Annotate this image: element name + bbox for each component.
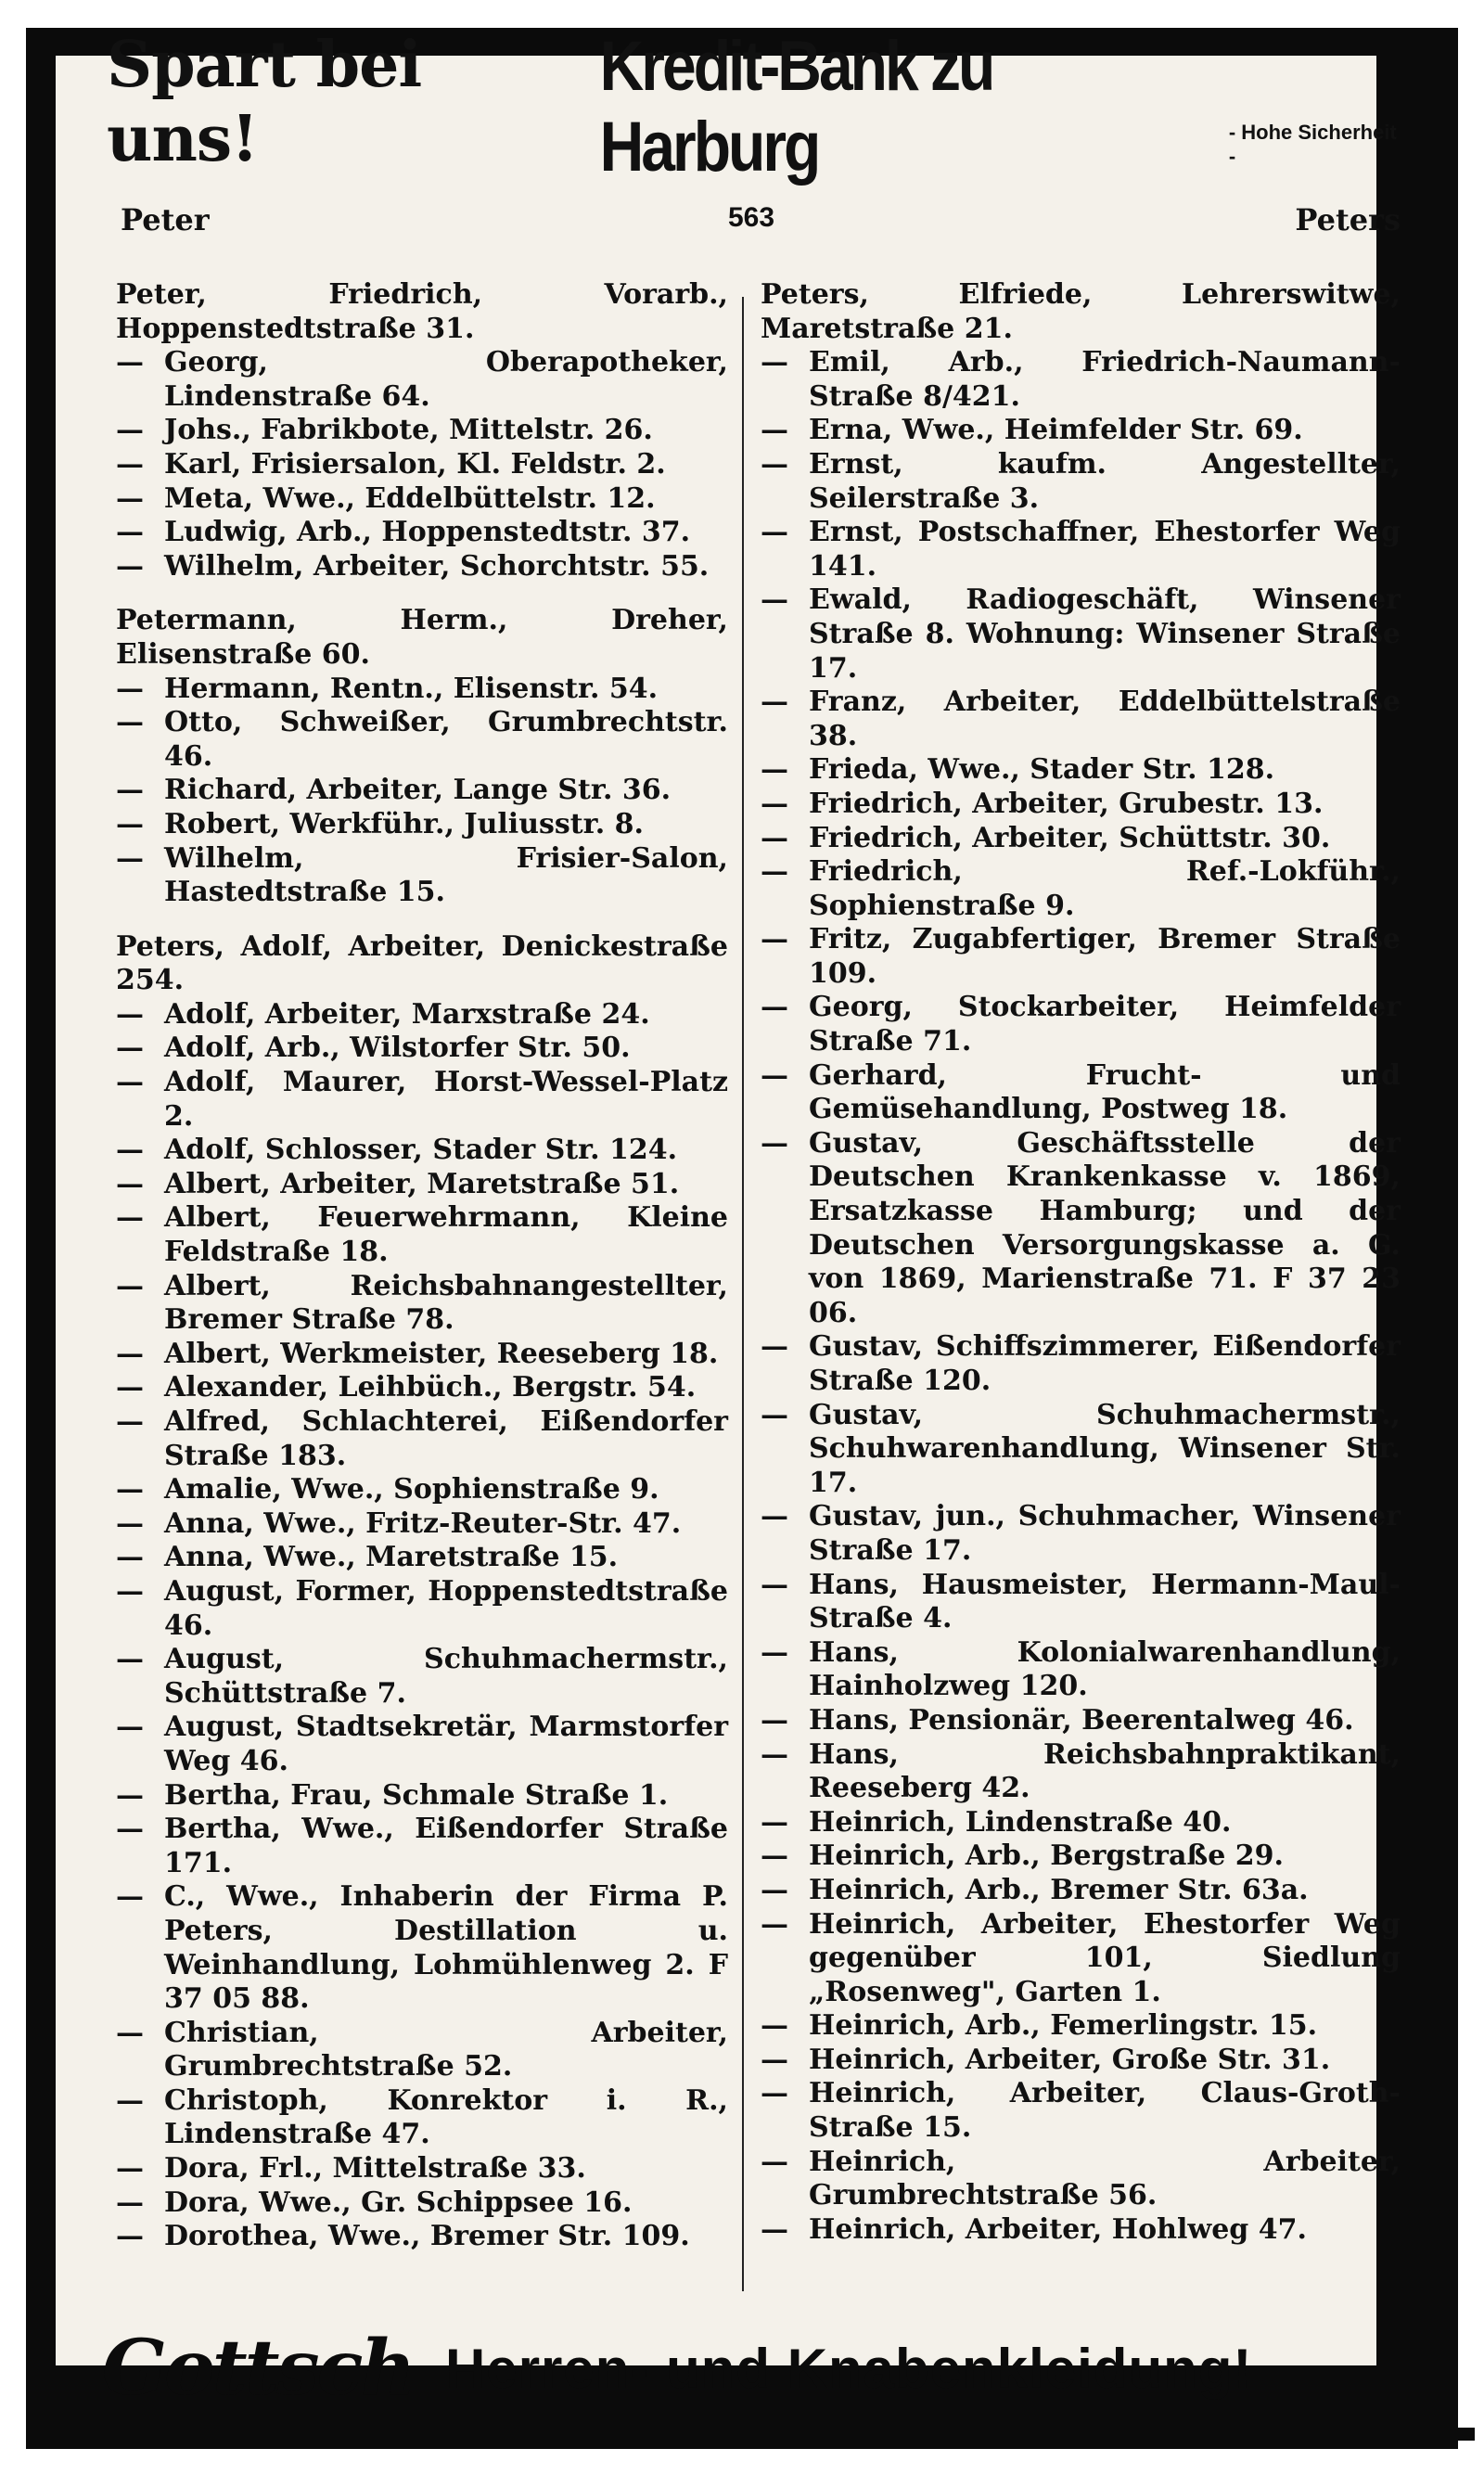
directory-entry xyxy=(116,2186,728,2221)
ditto-dash: — xyxy=(116,2186,144,2219)
entry-text: Adolf, Arb., Wilstorfer Str. 50. xyxy=(164,1032,631,1065)
directory-entry xyxy=(116,1473,728,1507)
ditto-dash: — xyxy=(116,1134,144,1167)
entry-text: Karl, Frisiersalon, Kl. Feldstr. 2. xyxy=(164,447,666,481)
entry-text: Heinrich, Arbeiter, Ehestorfer Weg gegenüber 101, Siedlung „Rosenweg", Garten 1. xyxy=(809,1907,1401,2008)
directory-entry xyxy=(116,1134,728,1168)
directory-entry xyxy=(116,808,728,842)
ad-logo: Gottsch xyxy=(102,2324,414,2413)
directory-entry xyxy=(761,1806,1401,1840)
column-divider xyxy=(742,297,744,2291)
entry-text: Albert, Feuerwehrmann, Kleine Feldstraße 18. xyxy=(164,1201,728,1269)
entry-text: Peters, Adolf, Arbeiter, Denickestraße 254. xyxy=(116,929,728,997)
directory-entry xyxy=(761,991,1401,1058)
ditto-dash: — xyxy=(116,1541,144,1574)
directory-entry xyxy=(116,482,728,517)
directory-entry xyxy=(116,930,728,998)
ditto-dash: — xyxy=(761,1839,788,1873)
ditto-dash: — xyxy=(116,1574,144,1608)
directory-entry xyxy=(761,1127,1401,1331)
directory-entry xyxy=(761,2146,1401,2213)
directory-entry xyxy=(116,706,728,774)
section-gap xyxy=(116,583,728,604)
ditto-dash: — xyxy=(116,346,144,379)
ditto-dash: — xyxy=(761,753,788,787)
ditto-dash: — xyxy=(116,1269,144,1302)
ditto-dash: — xyxy=(116,1813,144,1846)
ditto-dash: — xyxy=(761,821,788,854)
entry-text: Christian, Arbeiter, Grumbrechtstraße 52. xyxy=(164,2016,728,2083)
directory-entry xyxy=(116,1201,728,1269)
directory-entry xyxy=(761,2044,1401,2078)
directory-entry xyxy=(761,788,1401,822)
ditto-dash: — xyxy=(761,2009,788,2043)
ditto-dash: — xyxy=(761,1873,788,1906)
directory-entry xyxy=(116,2152,728,2186)
ditto-dash: — xyxy=(761,923,788,956)
ditto-dash: — xyxy=(761,516,788,549)
directory-entry xyxy=(116,448,728,482)
ditto-dash: — xyxy=(116,841,144,875)
ditto-dash: — xyxy=(761,1568,788,1601)
entry-text: Heinrich, Arbeiter, Grumbrechtstraße 56. xyxy=(809,2145,1401,2212)
entry-text: Adolf, Schlosser, Stader Str. 124. xyxy=(164,1134,678,1167)
directory-entry xyxy=(116,1066,728,1134)
directory-entry xyxy=(116,1507,728,1542)
ditto-dash: — xyxy=(116,549,144,583)
entry-text: Friedrich, Arbeiter, Grubestr. 13. xyxy=(809,787,1324,820)
directory-entry xyxy=(761,753,1401,788)
directory-entry xyxy=(761,923,1401,991)
entry-text: Ernst, kaufm. Angestellter, Seilerstraße 3. xyxy=(809,447,1401,515)
directory-entry xyxy=(116,516,728,550)
ditto-dash: — xyxy=(116,1032,144,1065)
directory-entry xyxy=(761,278,1401,346)
ditto-dash: — xyxy=(761,1703,788,1737)
entry-text: Wilhelm, Frisier-Salon, Hastedtstraße 15. xyxy=(164,841,728,909)
entry-text: Petermann, Herm., Dreher, Elisenstraße 60. xyxy=(116,604,728,671)
ditto-dash: — xyxy=(116,1880,144,1914)
left-column xyxy=(116,278,728,2301)
directory-entry xyxy=(116,1405,728,1473)
directory-entry xyxy=(761,822,1401,856)
ditto-dash: — xyxy=(116,1643,144,1676)
directory-entry xyxy=(116,1270,728,1338)
ad-slogan: Spart bei uns! xyxy=(107,28,422,176)
ditto-dash: — xyxy=(116,807,144,840)
ditto-dash: — xyxy=(116,414,144,447)
entry-text: Heinrich, Arb., Bergstraße 29. xyxy=(809,1839,1284,1873)
entry-text: Gustav, jun., Schuhmacher, Winsener Straße 17. xyxy=(809,1500,1401,1567)
entry-text: Anna, Wwe., Maretstraße 15. xyxy=(164,1541,619,1574)
entry-text: Albert, Reichsbahnangestellter, Bremer Straße 78. xyxy=(164,1269,728,1337)
entry-text: Bertha, Wwe., Eißendorfer Straße 171. xyxy=(164,1813,728,1879)
directory-entry xyxy=(116,346,728,414)
ad-bank-name: Kredit-Bank zu Harburg xyxy=(599,25,993,186)
entry-text: Frieda, Wwe., Stader Str. 128. xyxy=(809,753,1275,787)
ditto-dash: — xyxy=(761,1330,788,1364)
directory-entry xyxy=(116,673,728,707)
directory-entry xyxy=(116,1643,728,1711)
directory-entry xyxy=(116,1371,728,1405)
ditto-dash: — xyxy=(116,2152,144,2186)
ditto-dash: — xyxy=(761,2077,788,2110)
entry-text: Dorothea, Wwe., Bremer Str. 109. xyxy=(164,2220,690,2253)
entry-text: Wilhelm, Arbeiter, Schorchtstr. 55. xyxy=(164,549,710,583)
entry-text: Hermann, Rentn., Elisenstr. 54. xyxy=(164,672,659,705)
directory-entry xyxy=(116,1779,728,1814)
entry-text: Heinrich, Arb., Bremer Str. 63a. xyxy=(809,1873,1309,1906)
entry-text: Gustav, Schiffszimmerer, Eißendorfer Straße 120. xyxy=(809,1330,1401,1397)
entry-text: Peters, Elfriede, Lehrerswitwe, Maretstraße 21. xyxy=(761,278,1401,345)
entry-text: Heinrich, Arbeiter, Große Str. 31. xyxy=(809,2043,1331,2076)
directory-entry xyxy=(116,604,728,672)
directory-entry xyxy=(761,1704,1401,1738)
entry-text: Heinrich, Arb., Femerlingstr. 15. xyxy=(809,2009,1318,2043)
directory-entry xyxy=(761,2009,1401,2044)
directory-entry xyxy=(116,1541,728,1575)
entry-text: C., Wwe., Inhaberin der Firma P. Peters, Destillation u. Weinhandlung, Lohmühlenweg 2. F 37 05 88. xyxy=(164,1880,728,2016)
ditto-dash: — xyxy=(761,2145,788,2178)
entry-text: Robert, Werkführ., Juliusstr. 8. xyxy=(164,807,644,840)
entry-text: Amalie, Wwe., Sophienstraße 9. xyxy=(164,1473,659,1506)
ditto-dash: — xyxy=(116,1167,144,1200)
directory-entry xyxy=(761,583,1401,686)
entry-text: August, Stadtsekretär, Marmstorfer Weg 46. xyxy=(164,1711,728,1777)
ditto-dash: — xyxy=(761,1635,788,1669)
ditto-dash: — xyxy=(116,2016,144,2049)
ditto-dash: — xyxy=(761,855,788,889)
ditto-dash: — xyxy=(761,1058,788,1092)
directory-entry xyxy=(116,1032,728,1066)
directory-entry xyxy=(761,448,1401,516)
entry-text: Alfred, Schlachterei, Eißendorfer Straße 183. xyxy=(164,1405,728,1472)
ditto-dash: — xyxy=(761,447,788,481)
entry-text: Adolf, Maurer, Horst-Wessel-Platz 2. xyxy=(164,1066,728,1133)
ditto-dash: — xyxy=(761,1737,788,1771)
directory-entry xyxy=(116,2220,728,2254)
entry-text: Heinrich, Arbeiter, Hohlweg 47. xyxy=(809,2212,1307,2246)
entry-text: Ewald, Radiogeschäft, Winsener Straße 8. Wohnung: Winsener Straße 17. xyxy=(809,583,1401,685)
entry-text: Friedrich, Arbeiter, Schüttstr. 30. xyxy=(809,821,1331,854)
directory-entry xyxy=(116,278,728,346)
directory-entry xyxy=(761,1636,1401,1704)
ditto-dash: — xyxy=(116,672,144,705)
entry-text: Ernst, Postschaffner, Ehestorfer Weg 141. xyxy=(809,516,1401,583)
ditto-dash: — xyxy=(761,686,788,719)
directory-entry xyxy=(116,1711,728,1778)
entry-text: Dora, Wwe., Gr. Schippsee 16. xyxy=(164,2186,633,2219)
ditto-dash: — xyxy=(116,1506,144,1540)
ditto-dash: — xyxy=(116,1337,144,1370)
entry-text: Johs., Fabrikbote, Mittelstr. 26. xyxy=(164,414,653,447)
entry-text: Dora, Frl., Mittelstraße 33. xyxy=(164,2152,586,2186)
directory-entry xyxy=(761,516,1401,583)
ditto-dash: — xyxy=(761,1805,788,1839)
ditto-dash: — xyxy=(116,1473,144,1506)
entry-text: Albert, Werkmeister, Reeseberg 18. xyxy=(164,1337,719,1370)
entry-text: Bertha, Frau, Schmale Straße 1. xyxy=(164,1778,669,1812)
entry-text: Erna, Wwe., Heimfelder Str. 69. xyxy=(809,414,1303,447)
ditto-dash: — xyxy=(116,1405,144,1438)
directory-entry xyxy=(761,855,1401,923)
entry-text: Adolf, Arbeiter, Marxstraße 24. xyxy=(164,997,650,1031)
ditto-dash: — xyxy=(116,1371,144,1404)
ad-tagline: - Hohe Sicherheit - xyxy=(1228,121,1397,168)
entry-text: Peter, Friedrich, Vorarb., Hoppenstedtstraße 31. xyxy=(116,278,728,345)
ditto-dash: — xyxy=(761,1500,788,1533)
ditto-dash: — xyxy=(761,1398,788,1431)
directory-entry xyxy=(761,1874,1401,1908)
directory-entry xyxy=(116,2084,728,2152)
entry-text: Hans, Reichsbahnpraktikant, Reeseberg 42. xyxy=(809,1737,1401,1805)
directory-entry xyxy=(761,686,1401,753)
directory-entry xyxy=(116,1575,728,1643)
ditto-dash: — xyxy=(761,414,788,447)
entry-text: Alexander, Leihbüch., Bergstr. 54. xyxy=(164,1371,697,1404)
ditto-dash: — xyxy=(761,2043,788,2076)
directory-entry xyxy=(761,1399,1401,1501)
ditto-dash: — xyxy=(116,516,144,549)
directory-entry xyxy=(116,550,728,584)
ditto-dash: — xyxy=(761,1907,788,1941)
entry-text: Gustav, Schuhmachermstr., Schuhwarenhandlung, Winsener Str. 17. xyxy=(809,1398,1401,1499)
directory-entry xyxy=(116,1813,728,1880)
directory-entry xyxy=(761,346,1401,414)
directory-entry xyxy=(116,774,728,808)
bottom-advertisement xyxy=(102,2324,1401,2426)
entry-text: Franz, Arbeiter, Eddelbüttelstraße 38. xyxy=(809,686,1401,752)
ditto-dash: — xyxy=(116,706,144,739)
directory-entry xyxy=(761,414,1401,448)
ditto-dash: — xyxy=(116,447,144,481)
ditto-dash: — xyxy=(761,991,788,1024)
directory-entry xyxy=(116,998,728,1032)
directory-entry xyxy=(116,1880,728,2016)
ditto-dash: — xyxy=(116,997,144,1031)
ad-underline xyxy=(436,2428,1475,2441)
ditto-dash: — xyxy=(761,1126,788,1160)
directory-entry xyxy=(761,1330,1401,1398)
entry-text: Ludwig, Arb., Hoppenstedtstr. 37. xyxy=(164,516,691,549)
ditto-dash: — xyxy=(761,2212,788,2246)
directory-entry xyxy=(761,1569,1401,1636)
section-gap xyxy=(116,910,728,930)
entry-text: Christoph, Konrektor i. R., Lindenstraße 47. xyxy=(164,2083,728,2151)
directory-entry xyxy=(761,1059,1401,1127)
directory-entry xyxy=(761,2213,1401,2248)
directory-entry xyxy=(116,2017,728,2084)
entry-text: Anna, Wwe., Fritz-Reuter-Str. 47. xyxy=(164,1506,682,1540)
directory-entry xyxy=(761,1839,1401,1874)
ditto-dash: — xyxy=(761,583,788,617)
entry-text: Hans, Hausmeister, Hermann-Maul-Straße 4. xyxy=(809,1568,1401,1635)
running-head-left: Peter xyxy=(121,202,210,237)
directory-entry xyxy=(761,1738,1401,1806)
entry-text: Georg, Stockarbeiter, Heimfelder Straße 71. xyxy=(809,991,1401,1058)
ditto-dash: — xyxy=(116,1711,144,1744)
entry-text: Gerhard, Frucht- und Gemüsehandlung, Postweg 18. xyxy=(809,1058,1401,1126)
directory-entry xyxy=(761,1500,1401,1568)
directory-entry xyxy=(761,1908,1401,2010)
directory-entry xyxy=(116,414,728,448)
directory-entry xyxy=(761,2077,1401,2145)
entry-text: Otto, Schweißer, Grumbrechtstr. 46. xyxy=(164,706,728,773)
entry-text: Heinrich, Arbeiter, Claus-Groth-Straße 15. xyxy=(809,2077,1401,2145)
entry-text: Fritz, Zugabfertiger, Bremer Straße 109. xyxy=(809,923,1401,990)
ditto-dash: — xyxy=(116,2083,144,2117)
ditto-dash: — xyxy=(116,481,144,515)
entry-text: Meta, Wwe., Eddelbüttelstr. 12. xyxy=(164,481,656,515)
entry-text: Friedrich, Ref.-Lokführ., Sophienstraße 9. xyxy=(809,855,1401,922)
entry-text: Heinrich, Lindenstraße 40. xyxy=(809,1805,1232,1839)
entry-text: August, Schuhmachermstr., Schüttstraße 7. xyxy=(164,1643,728,1710)
ditto-dash: — xyxy=(116,1201,144,1235)
entry-text: Richard, Arbeiter, Lange Str. 36. xyxy=(164,774,672,807)
ditto-dash: — xyxy=(116,2220,144,2253)
ditto-dash: — xyxy=(761,346,788,379)
ditto-dash: — xyxy=(761,787,788,820)
directory-entry xyxy=(116,1338,728,1372)
entry-text: August, Former, Hoppenstedtstraße 46. xyxy=(164,1574,728,1642)
running-head xyxy=(121,202,1401,249)
ad-slogan-bottom: Herren- und Knabenkleidung! xyxy=(445,2338,1253,2400)
directory-entry xyxy=(116,1168,728,1202)
entry-text: Georg, Oberapotheker, Lindenstraße 64. xyxy=(164,346,728,413)
running-head-right: Peters xyxy=(1295,202,1401,237)
page-number: 563 xyxy=(728,202,775,233)
entry-text: Albert, Arbeiter, Maretstraße 51. xyxy=(164,1167,680,1200)
entry-text: Hans, Kolonialwarenhandlung, Hainholzweg 120. xyxy=(809,1635,1401,1703)
entry-text: Hans, Pensionär, Beerentalweg 46. xyxy=(809,1703,1354,1737)
entry-text: Emil, Arb., Friedrich-Naumann-Straße 8/421. xyxy=(809,346,1401,413)
ditto-dash: — xyxy=(116,1778,144,1812)
ditto-dash: — xyxy=(116,774,144,807)
entry-text: Gustav, Geschäftsstelle der Deutschen Krankenkasse v. 1869, Ersatzkasse Hamburg; und der Deutschen Versorgungskasse a. G. von 1869, Marienstraße 71. F 37 23 06. xyxy=(809,1126,1401,1329)
right-column xyxy=(761,278,1401,2301)
ditto-dash: — xyxy=(116,1066,144,1099)
directory-entry xyxy=(116,842,728,910)
top-advertisement xyxy=(107,25,1405,186)
